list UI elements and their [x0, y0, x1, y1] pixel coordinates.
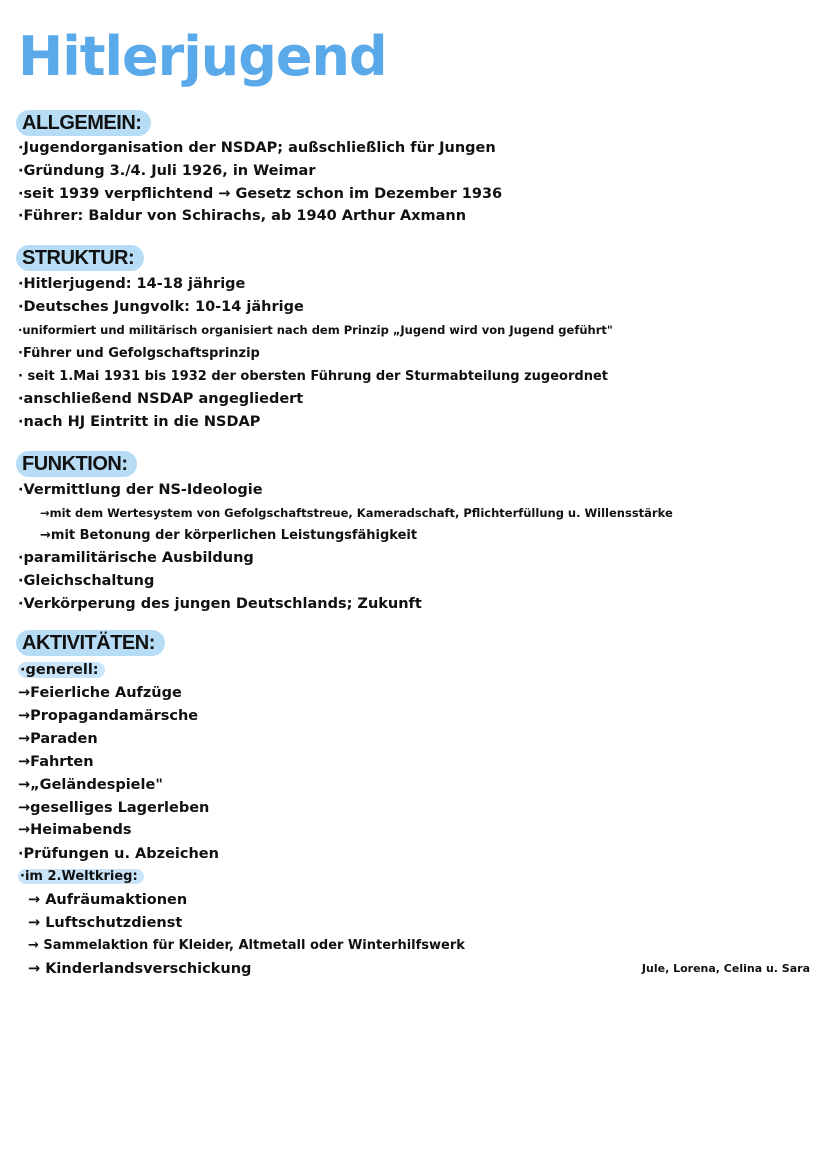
- funktion-line: ·Gleichschaltung: [18, 573, 155, 589]
- activity-item: →geselliges Lagerleben: [18, 800, 210, 816]
- struktur-line: · seit 1.Mai 1931 bis 1932 der obersten Führung der Sturmabteilung zugeordnet: [18, 369, 608, 384]
- activity-item: →Fahrten: [18, 754, 94, 770]
- struktur-line: ·uniformiert und militärisch organisiert nach dem Prinzip „Jugend wird von Jugend geführt": [18, 323, 613, 337]
- page-title: Hitlerjugend: [18, 25, 387, 88]
- war-activity-item: → Luftschutzdienst: [28, 915, 183, 931]
- struktur-line: ·Führer und Gefolgschaftsprinzip: [18, 346, 260, 361]
- section-heading-aktivitaeten: AKTIVITÄTEN:: [16, 630, 165, 656]
- struktur-line: ·Hitlerjugend: 14-18 jährige: [18, 276, 246, 292]
- allgemein-line: ·seit 1939 verpflichtend → Gesetz schon im Dezember 1936: [18, 186, 503, 202]
- struktur-line: ·anschließend NSDAP angegliedert: [18, 391, 304, 407]
- pruefungen-line: ·Prüfungen u. Abzeichen: [18, 846, 219, 862]
- allgemein-line: ·Jugendorganisation der NSDAP; außschließlich für Jungen: [18, 140, 496, 156]
- section-heading-funktion: FUNKTION:: [16, 451, 137, 477]
- funktion-line: ·paramilitärische Ausbildung: [18, 550, 254, 566]
- war-activity-item: → Kinderlandsverschickung: [28, 961, 252, 977]
- funktion-line: ·Vermittlung der NS-Ideologie: [18, 482, 263, 498]
- war-activity-item: → Sammelaktion für Kleider, Altmetall oder Winterhilfswerk: [28, 938, 465, 953]
- section-heading-allgemein: ALLGEMEIN:: [16, 110, 151, 136]
- section-heading-struktur: STRUKTUR:: [16, 245, 144, 271]
- author-credit: Jule, Lorena, Celina u. Sara: [641, 962, 810, 975]
- allgemein-line: ·Führer: Baldur von Schirachs, ab 1940 Arthur Axmann: [18, 208, 467, 224]
- weltkrieg-label: ·im 2.Weltkrieg:: [18, 869, 144, 884]
- activity-item: →Feierliche Aufzüge: [18, 685, 182, 701]
- activity-item: →Propagandamärsche: [18, 708, 199, 724]
- activity-item: →Heimabends: [18, 822, 132, 838]
- activity-item: →„Geländespiele": [18, 777, 163, 793]
- funktion-subline: →mit Betonung der körperlichen Leistungsfähigkeit: [40, 528, 418, 543]
- generell-label: ·generell:: [18, 662, 105, 678]
- war-activity-item: → Aufräumaktionen: [28, 892, 188, 908]
- struktur-line: ·nach HJ Eintritt in die NSDAP: [18, 414, 261, 430]
- activity-item: →Paraden: [18, 731, 98, 747]
- allgemein-line: ·Gründung 3./4. Juli 1926, in Weimar: [18, 163, 316, 179]
- struktur-line: ·Deutsches Jungvolk: 10-14 jährige: [18, 299, 304, 315]
- funktion-line: ·Verkörperung des jungen Deutschlands; Zukunft: [18, 596, 422, 612]
- funktion-subline: →mit dem Wertesystem von Gefolgschaftstreue, Kameradschaft, Pflichterfüllung u. Willensstärke: [40, 506, 673, 520]
